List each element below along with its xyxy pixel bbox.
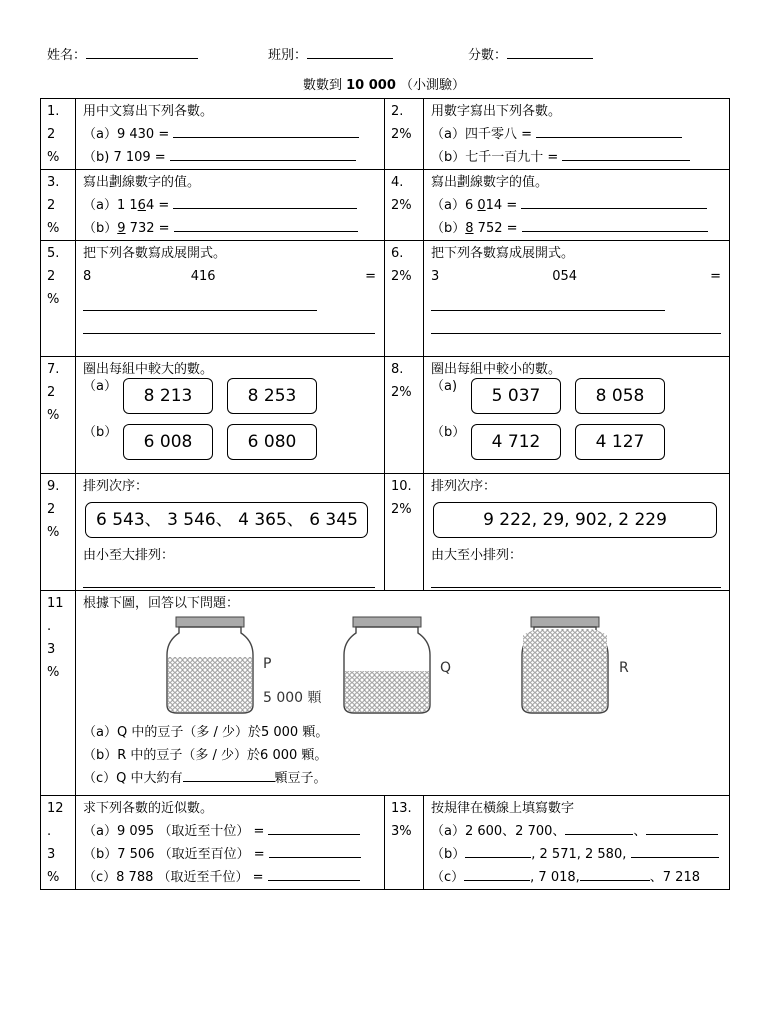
q6-instruction: 把下列各數寫成展開式。 <box>431 246 575 261</box>
q12-body <box>76 796 385 890</box>
q11-a[interactable]: （a）Q 中的豆子（多 / 少）於5 000 顆。 <box>83 725 329 740</box>
score-field[interactable]: 分數： <box>468 44 593 63</box>
q11-body <box>76 591 730 796</box>
q10-answer-line[interactable] <box>431 567 721 588</box>
q11-b[interactable]: （b）R 中的豆子（多 / 少）於6 000 顆。 <box>83 748 328 763</box>
q12-a[interactable]: （a）9 095 （取近至十位） = <box>83 820 384 843</box>
q8-instruction: 圈出每組中較小的數。 <box>431 362 562 377</box>
q2-b[interactable]: （b）七千一百九十 = <box>431 146 729 169</box>
jar-label-q: Q <box>440 660 452 676</box>
q13-body <box>424 796 730 890</box>
q8-number: 8. 2% <box>385 357 424 474</box>
q5-body <box>76 241 385 357</box>
q1-b[interactable]: （b) 7 109 = <box>83 146 384 169</box>
q4-b[interactable]: （b）8 752 = <box>431 217 729 240</box>
q4-instruction: 寫出劃線數字的值。 <box>431 175 549 190</box>
q5-answer-line-2[interactable] <box>83 311 375 334</box>
q11-c[interactable]: （c）Q 中大約有 顆豆子。 <box>83 767 729 790</box>
q2-a[interactable]: （a）四千零八 = <box>431 123 729 146</box>
q1-instruction: 用中文寫出下列各數。 <box>83 104 214 119</box>
q10-body <box>424 474 730 591</box>
q3-number: 3. 2 % <box>41 170 76 241</box>
q7-a-option-1[interactable]: 8 213 <box>123 378 213 414</box>
q7-body <box>76 357 385 474</box>
q13-a[interactable]: （a）2 600、2 700、 、 <box>431 820 729 843</box>
q13-number: 13. 3% <box>385 796 424 890</box>
q5-instruction: 把下列各數寫成展開式。 <box>83 246 227 261</box>
q8-a-row: （a) 5 037 8 058 <box>431 373 729 419</box>
q6-answer-line-2[interactable] <box>431 311 721 334</box>
page-title: 數數到 10 000 （小測驗） <box>302 78 466 93</box>
q13-b[interactable]: （b） , 2 571, 2 580, <box>431 843 729 866</box>
q7-a-row: （a） 8 213 8 253 <box>83 373 384 419</box>
q13-c[interactable]: （c） , 7 018, 、7 218 <box>431 866 729 889</box>
q8-b-option-1[interactable]: 4 712 <box>471 424 561 460</box>
q8-a-option-2[interactable]: 8 058 <box>575 378 665 414</box>
q12-instruction: 求下列各數的近似數。 <box>83 801 214 816</box>
q10-number: 10. 2% <box>385 474 424 591</box>
q7-b-option-2[interactable]: 6 080 <box>227 424 317 460</box>
q1-number: 1. 2 % <box>41 99 76 170</box>
q6-answer-line-1[interactable] <box>431 288 665 311</box>
q8-b-option-2[interactable]: 4 127 <box>575 424 665 460</box>
jar-r-image <box>520 615 620 715</box>
q7-b-row: （b） 6 008 6 080 <box>83 419 384 465</box>
q8-a-option-1[interactable]: 5 037 <box>471 378 561 414</box>
q12-b[interactable]: （b）7 506 （取近至百位） = <box>83 843 384 866</box>
q11-number: 11 . 3 % <box>41 591 76 796</box>
q6-number-line: 3 054 = <box>431 269 721 284</box>
jar-p-count: 5 000 顆 <box>263 690 322 706</box>
q7-a-option-2[interactable]: 8 253 <box>227 378 317 414</box>
q7-number: 7. 2 % <box>41 357 76 474</box>
q10-answer-label: 由大至小排列： <box>431 548 523 563</box>
q5-number: 5. 2 % <box>41 241 76 357</box>
q9-answer-label: 由小至大排列： <box>83 548 175 563</box>
q3-instruction: 寫出劃線數字的值。 <box>83 175 201 190</box>
q11-instruction: 根據下圖，回答以下問題： <box>83 596 240 611</box>
jar-label-p: P <box>263 656 272 672</box>
q10-numbers-box: 9 222, 29, 902, 2 229 <box>433 502 717 538</box>
q10-instruction: 排列次序： <box>431 479 497 494</box>
jar-q-image <box>342 615 442 715</box>
q4-a[interactable]: （a）6 014 = <box>431 194 729 217</box>
q2-number: 2. 2% <box>385 99 424 170</box>
class-field[interactable]: 班別： <box>268 44 393 63</box>
q3-b[interactable]: （b）9 732 = <box>83 217 384 240</box>
q4-number: 4. 2% <box>385 170 424 241</box>
q12-c[interactable]: （c）8 788 （取近至千位） = <box>83 866 384 889</box>
q9-instruction: 排列次序： <box>83 479 149 494</box>
q6-body <box>424 241 730 357</box>
worksheet-table <box>40 98 730 890</box>
q3-a[interactable]: （a）1 164 = <box>83 194 384 217</box>
q6-number: 6. 2% <box>385 241 424 357</box>
q1-a[interactable]: （a）9 430 = <box>83 123 384 146</box>
jar-p-image <box>165 615 265 715</box>
q12-number: 12 . 3 % <box>41 796 76 890</box>
q8-b-row: （b） 4 712 4 127 <box>431 419 729 465</box>
q2-body <box>424 99 730 170</box>
q5-answer-line-1[interactable] <box>83 288 317 311</box>
q13-instruction: 按規律在橫線上填寫數字 <box>431 801 575 816</box>
q4-body <box>424 170 730 241</box>
q5-number-line: 8 416 = <box>83 269 376 284</box>
q9-answer-line[interactable] <box>83 567 375 588</box>
q9-numbers-box: 6 543、 3 546、 4 365、 6 345 <box>85 502 368 538</box>
q9-number: 9. 2 % <box>41 474 76 591</box>
q7-b-option-1[interactable]: 6 008 <box>123 424 213 460</box>
jar-label-r: R <box>619 660 629 676</box>
name-field[interactable]: 姓名： <box>47 44 198 63</box>
q7-instruction: 圈出每組中較大的數。 <box>83 362 214 377</box>
q1-body <box>76 99 385 170</box>
q9-body <box>76 474 385 591</box>
q2-instruction: 用數字寫出下列各數。 <box>431 104 562 119</box>
q3-body <box>76 170 385 241</box>
q8-body <box>424 357 730 474</box>
jar-figure <box>83 615 729 721</box>
